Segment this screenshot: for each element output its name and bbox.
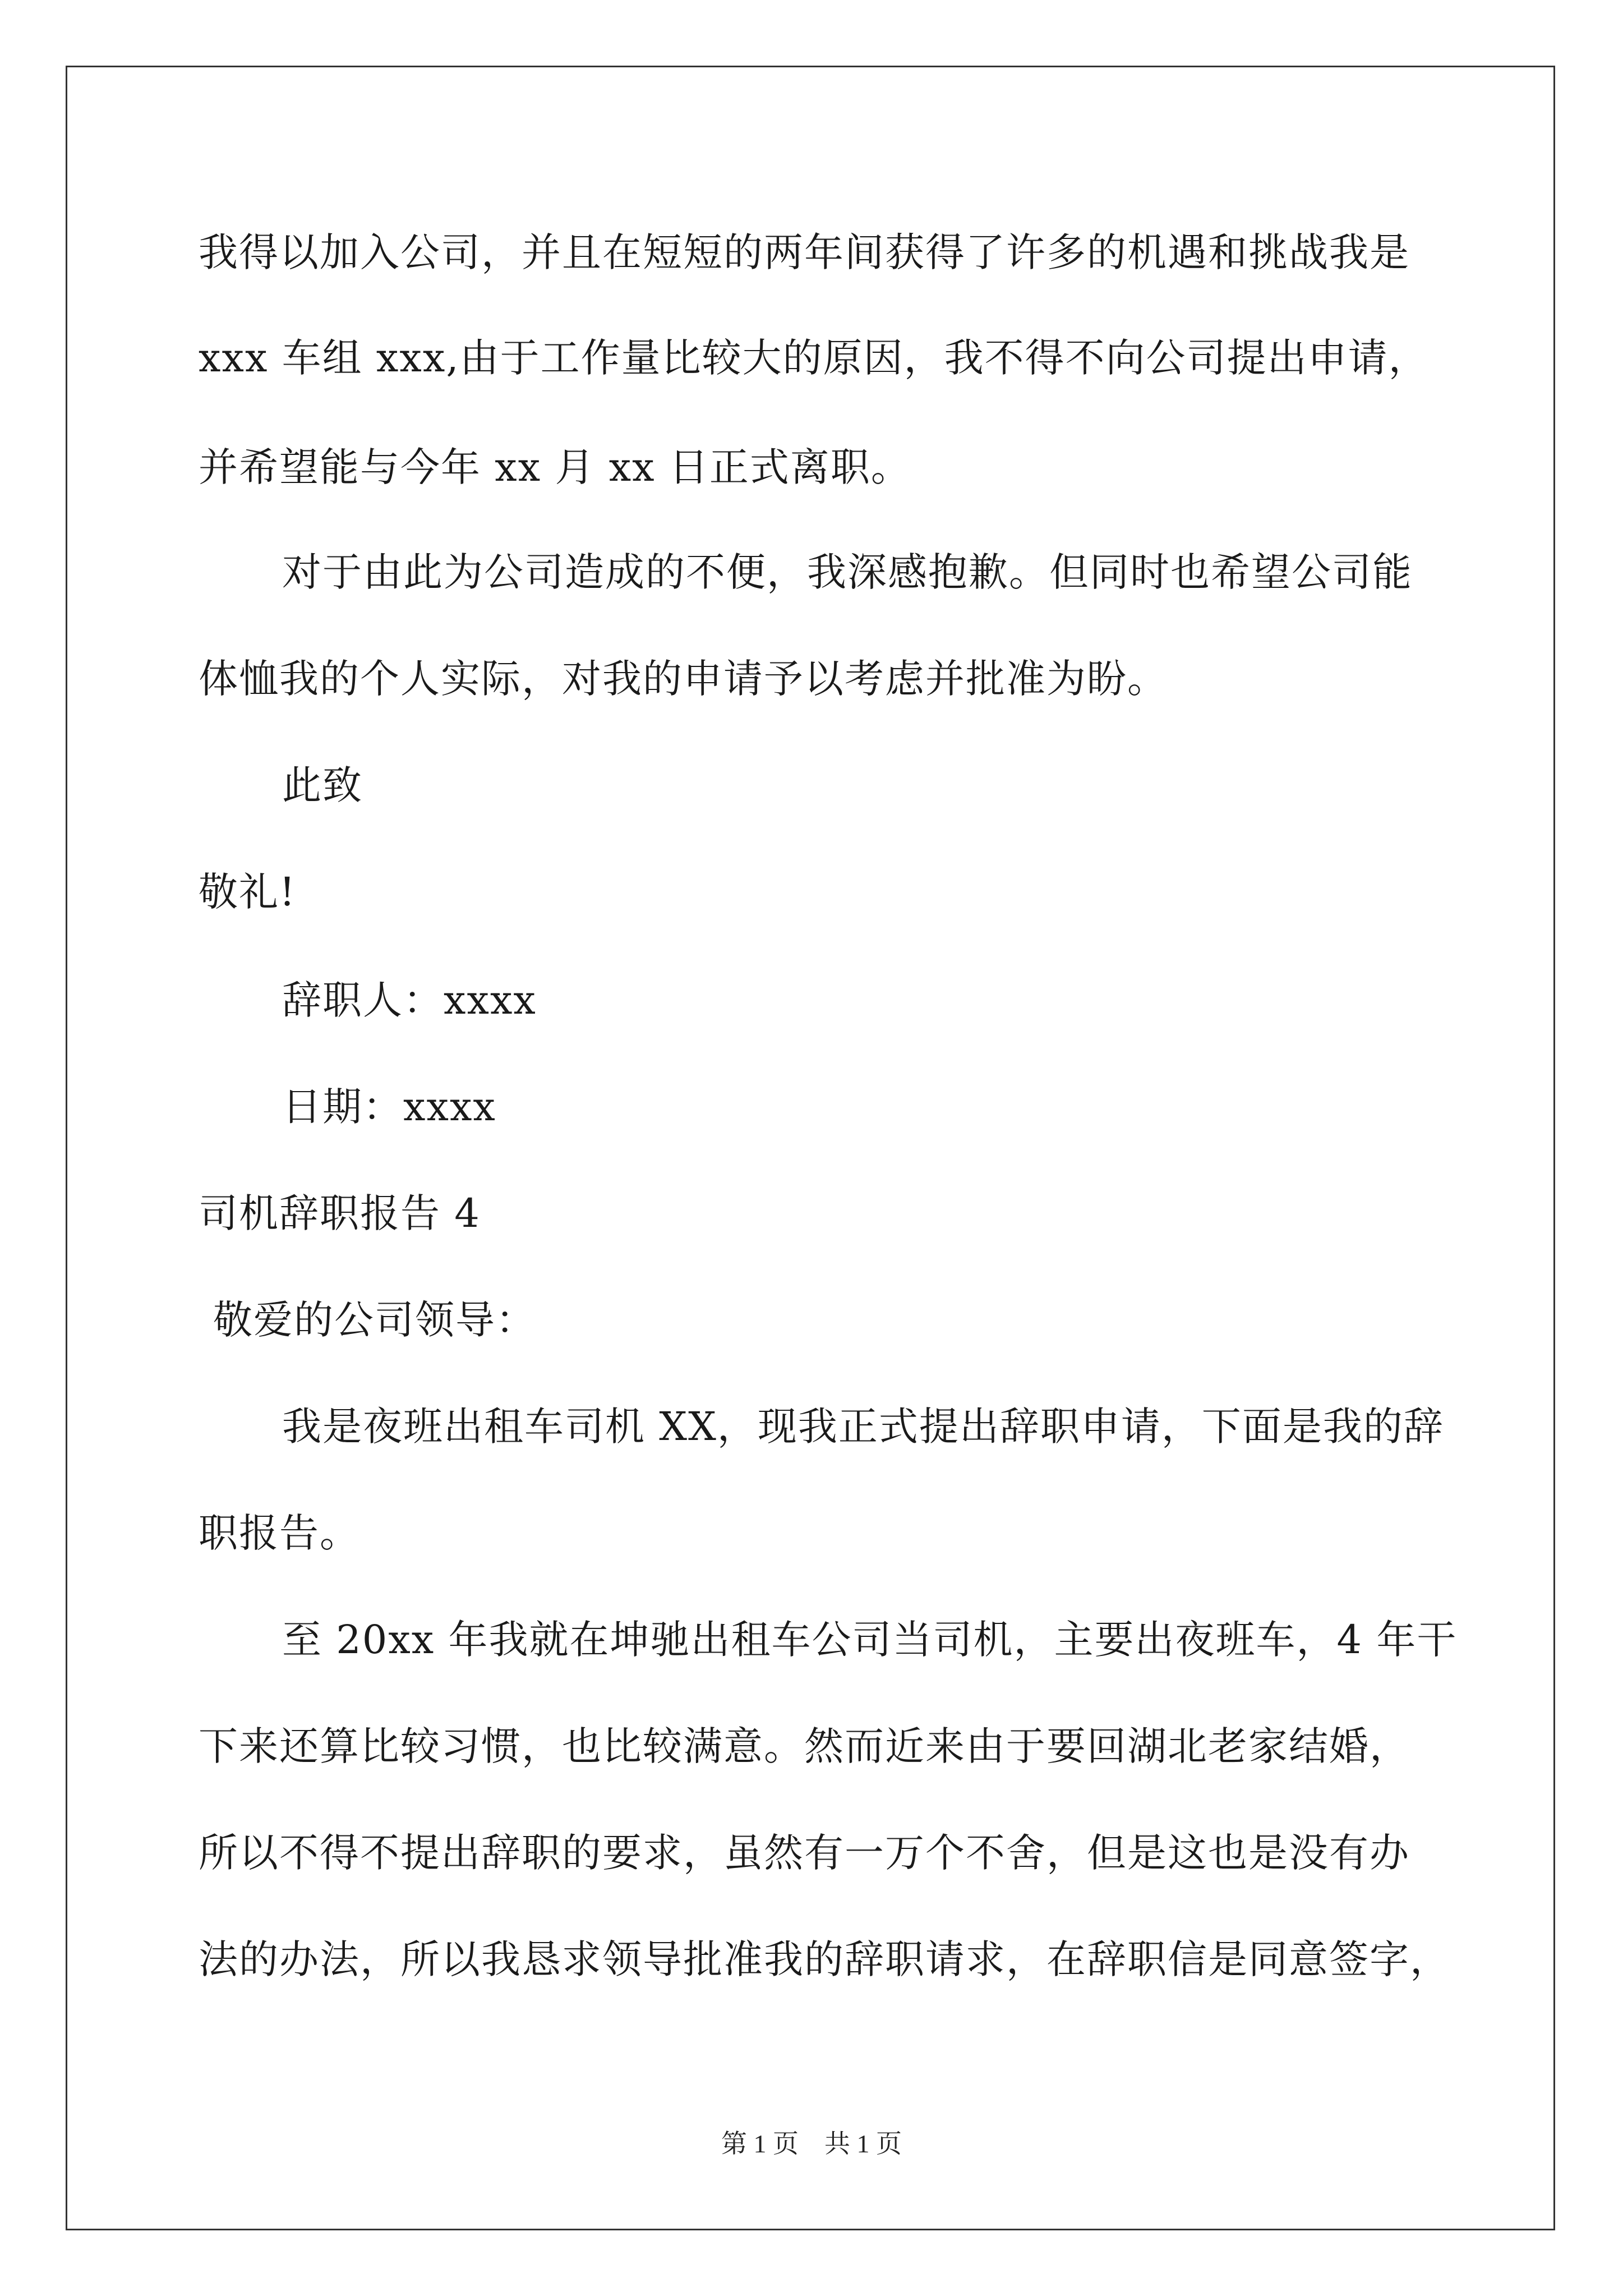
text-line-16: 所以不得不提出辞职的要求，虽然有一万个不舍，但是这也是没有办 [199, 1830, 1410, 1876]
closing-regards: 敬礼! [199, 869, 297, 915]
signature-date: 日期：xxxx [282, 1084, 496, 1130]
text-line-3: 并希望能与今年 xx 月 xx 日正式离职。 [199, 444, 911, 490]
text-line-15: 下来还算比较习惯，也比较满意。然而近来由于要回湖北老家结婚， [199, 1723, 1410, 1769]
text-line-1: 我得以加入公司，并且在短短的两年间获得了许多的机遇和挑战我是 [199, 229, 1410, 275]
text-line-12: 我是夜班出租车司机 XX，现我正式提出辞职申请，下面是我的辞 [282, 1404, 1444, 1450]
text-line-13: 职报告。 [199, 1510, 360, 1556]
closing-salutation: 此致 [282, 762, 363, 808]
signature-name: 辞职人：xxxx [282, 977, 537, 1023]
page-border [66, 66, 1555, 2230]
letter-greeting: 敬爱的公司领导： [213, 1297, 536, 1343]
text-line-17: 法的办法，所以我恳求领导批准我的辞职请求，在辞职信是同意签字， [199, 1936, 1450, 1982]
page-number-footer: 第 1 页 共 1 页 [721, 2129, 902, 2158]
text-line-5: 体恤我的个人实际，对我的申请予以考虑并批准为盼。 [199, 656, 1168, 702]
text-line-14: 至 20xx 年我就在坤驰出租车公司当司机，主要出夜班车，4 年干 [282, 1617, 1458, 1663]
section-heading: 司机辞职报告 4 [199, 1190, 481, 1236]
text-line-2: xxx 车组 xxx,由于工作量比较大的原因，我不得不向公司提出申请， [199, 335, 1429, 381]
text-line-4: 对于由此为公司造成的不便，我深感抱歉。但同时也希望公司能 [282, 549, 1413, 595]
